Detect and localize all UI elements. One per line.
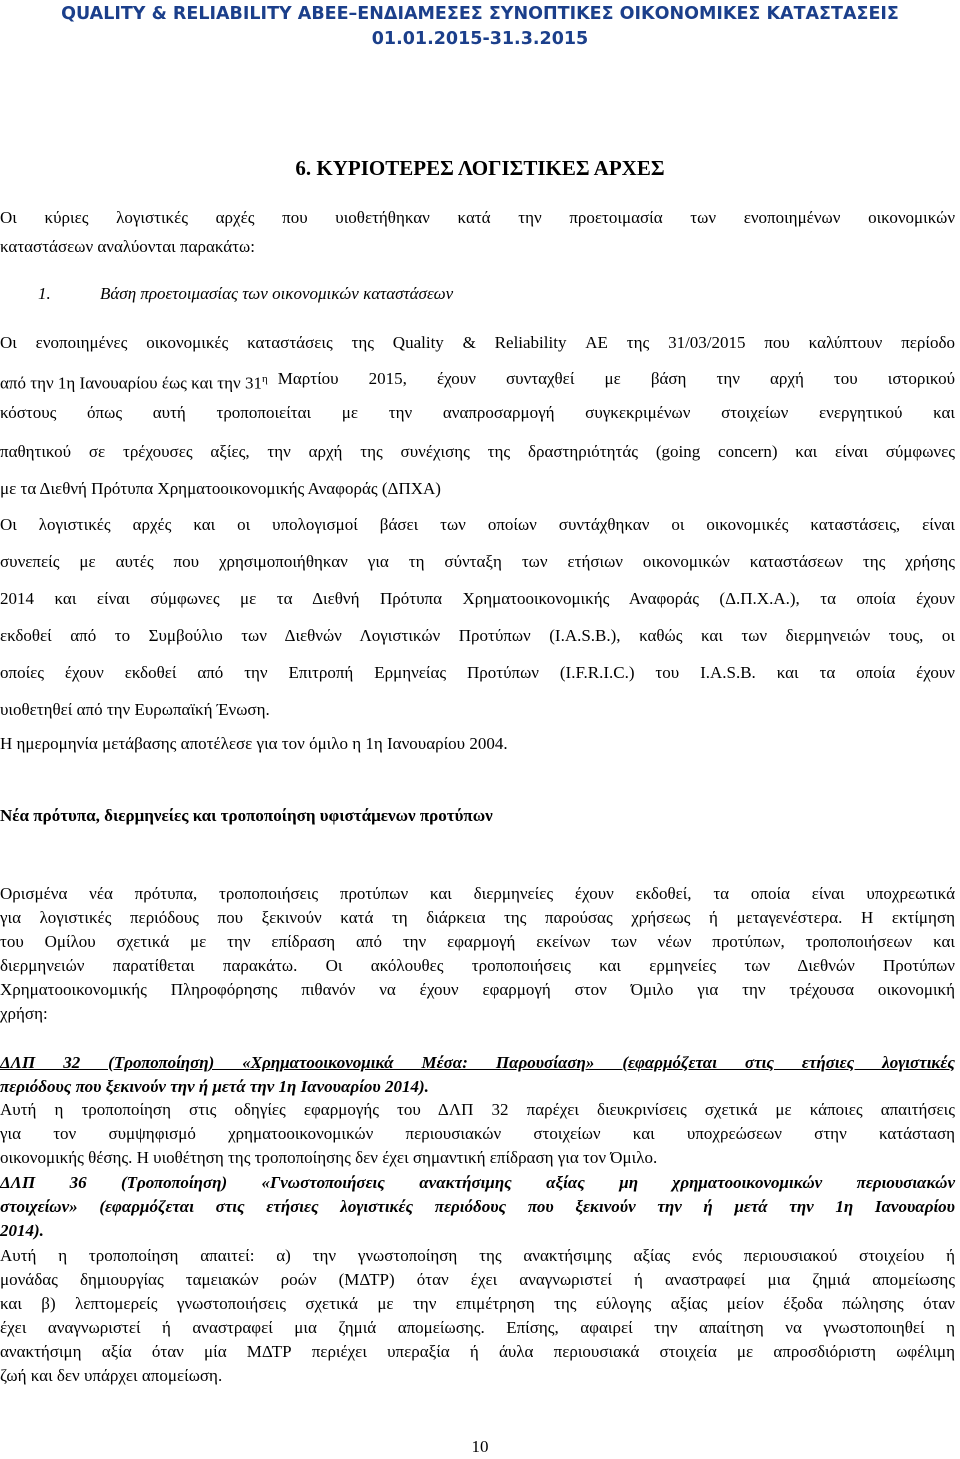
subheading-number: 1. (38, 284, 51, 303)
ias36-text-line-3: και β) λεπτομερείς γνωστοποιήσεις σχετικά με την επιμέτρηση της εύλογης αξίας μείον έξοδα πώλησης όταν (0, 1294, 955, 1313)
ias36-text-line-5: ανακτήσιμη αξία όταν μία ΜΔΤΡ περιέχει υπεραξία ή άυλα περιουσιακά στοιχεία με απροσδιόριστη ωφέλιμη (0, 1342, 955, 1361)
ias32-text-line-2: για τον συμψηφισμό χρηματοοικονομικών περιουσιακών στοιχείων και υποχρεώσεων στην κατάσταση (0, 1124, 955, 1143)
basis-line-2-end: Μαρτίου 2015, έχουν συνταχθεί με βάση την αρχή του ιστορικού (277, 369, 955, 388)
ias36-heading-line-2: στοιχείων» (εφαρμόζεται στις ετήσιες λογιστικές περιόδους που ξεκινούν την ή μετά την 1η Ιανουαρίου (0, 1197, 955, 1216)
ias32-text-line-3: οικονομικής θέσης. Η υιοθέτηση της τροποποίησης δεν έχει σημαντική επίδραση για τον Όμιλο. (0, 1148, 658, 1167)
intro-line-1: Οι κύριες λογιστικές αρχές που υιοθετήθηκαν κατά την προετοιμασία των ενοποιημένων οικονομικών (0, 208, 955, 227)
basis-line-8: 2014 και είναι σύμφωνες με τα Διεθνή Πρότυπα Χρηματοοικονομικής Αναφοράς (Δ.Π.Χ.Α.), τα οποία έχουν (0, 589, 955, 608)
basis-line-5: με τα Διεθνή Πρότυπα Χρηματοοικονομικής Αναφοράς (ΔΠΧΑ) (0, 479, 441, 498)
new-standards-heading: Νέα πρότυπα, διερμηνείες και τροποποίηση υφιστάμενων προτύπων (0, 806, 493, 825)
basis-line-10: οποίες έχουν εκδοθεί από την Επιτροπή Ερμηνείας Προτύπων (I.F.R.I.C.) του I.A.S.B. και τα οποία έχουν (0, 663, 955, 682)
ias32-text-line-1: Αυτή η τροποποίηση στις οδηγίες εφαρμογής του ΔΛΠ 32 παρέχει διευκρινίσεις σχετικά με κάποιες απαιτήσεις (0, 1100, 955, 1119)
basis-line-1: Οι ενοποιημένες οικονομικές καταστάσεις της Quality & Reliability ΑΕ της 31/03/2015 που καλύπτουν περίοδο (0, 333, 955, 352)
ias36-text-line-4: έχει αναγνωριστεί ή αναστραφεί μια ζημιά απομείωσης. Επίσης, αφαιρεί την απαίτηση να γνωστοποιηθεί η (0, 1318, 955, 1337)
ias36-text-line-1: Αυτή η τροποποίηση απαιτεί: α) την γνωστοποίηση της ανακτήσιμης αξίας ενός περιουσιακού στοιχείου ή (0, 1246, 955, 1265)
ias36-text-line-6: ζωή και δεν υπάρχει απομείωση. (0, 1366, 223, 1385)
basis-line-6: Οι λογιστικές αρχές και οι υπολογισμοί βάσει των οποίων συντάχθηκαν οι οικονομικές καταστάσεις, είναι (0, 515, 955, 534)
basis-line-9: εκδοθεί από το Συμβούλιο των Διεθνών Λογιστικών Προτύπων (I.A.S.B.), καθώς και των διερμηνειών τους, οι (0, 626, 955, 645)
subheading: Βάση προετοιμασίας των οικονομικών καταστάσεων (100, 284, 454, 303)
header-period: 01.01.2015-31.3.2015 (371, 29, 589, 49)
ias32-heading-line-1 (0, 1053, 955, 1073)
basis-line-11: υιοθετηθεί από την Ευρωπαϊκή Ένωση. (0, 700, 270, 719)
basis-line-3: κόστους όπως αυτή τροποποιείται με την αναπροσαρμογή συγκεκριμένων στοιχείων ενεργητικού και (0, 403, 955, 422)
new-standards-line-4: διερμηνειών παρατίθεται παρακάτω. Οι ακόλουθες τροποποιήσεις και ερμηνείες των Διεθνών Προτύπων (0, 956, 955, 975)
ias32-heading-line-2: περιόδους που ξεκινούν την ή μετά την 1η Ιανουαρίου 2014). (0, 1077, 429, 1096)
basis-line-12: Η ημερομηνία μετάβασης αποτέλεσε για τον όμιλο η 1η Ιανουαρίου 2004. (0, 734, 508, 753)
new-standards-line-2: για λογιστικές περιόδους που ξεκινούν κατά τη διάρκεια της παρούσας χρήσεως ή μεταγενέστερα. Η εκτίμηση (0, 908, 955, 927)
ias36-text-line-2: μονάδας δημιουργίας ταμειακών ροών (ΜΔΤΡ) όταν έχει αναγνωριστεί ή αναστραφεί μια ζημιά απομείωσης (0, 1270, 955, 1289)
page-number: 10 (471, 1437, 489, 1456)
new-standards-line-3: του Ομίλου σχετικά με την επίδραση από την εφαρμογή εκείνων των νέων προτύπων, τροποποιήσεων και (0, 932, 955, 951)
new-standards-line-6: χρήση: (0, 1004, 48, 1023)
basis-line-2 (0, 369, 955, 394)
basis-line-2-start: από την 1η Ιανουαρίου έως και την $31^\eta$ (0, 373, 268, 393)
intro-line-2: καταστάσεων αναλύονται παρακάτω: (0, 237, 255, 256)
basis-line-7: συνεπείς με αυτές που χρησιμοποιήθηκαν για τη σύνταξη των ετήσιων οικονομικών καταστάσεων της χρήσης (0, 552, 955, 571)
ias36-heading-line-3: 2014). (0, 1221, 44, 1240)
ias32-heading-text: ΔΛΠ 32 (Τροποποίηση) «Χρηματοοικονομικά Μέσα: Παρουσίαση» (εφαρμόζεται στις ετήσιες λογιστικές (0, 1053, 955, 1072)
new-standards-line-1: Ορισμένα νέα πρότυπα, τροποποιήσεις προτύπων και διερμηνείες έχουν εκδοθεί, τα οποία είναι υποχρεωτικά (0, 884, 955, 903)
new-standards-line-5: Χρηματοοικονομικής Πληροφόρησης πιθανόν να έχουν εφαρμογή στον Όμιλο για την τρέχουσα οικονομική (0, 980, 955, 999)
basis-line-4: παθητικού σε τρέχουσες αξίες, την αρχή της συνέχισης της δραστηριότητάς (going concern) και είναι σύμφωνες (0, 442, 955, 461)
ias36-heading-line-1: ΔΛΠ 36 (Τροποποίηση) «Γνωστοποιήσεις ανακτήσιμης αξίας μη χρηματοοικονομικών περιουσιακών (0, 1173, 955, 1192)
header-title: QUALITY & RELIABILITY ABEE–ΕΝΔΙΑΜΕΣΕΣ ΣΥΝΟΠΤΙΚΕΣ ΟΙΚΟΝΟΜΙΚΕΣ ΚΑΤΑΣΤΑΣΕΙΣ (61, 4, 899, 24)
section-title: 6. ΚΥΡΙΟΤΕΡΕΣ ΛΟΓΙΣΤΙΚΕΣ ΑΡΧΕΣ (295, 156, 665, 180)
